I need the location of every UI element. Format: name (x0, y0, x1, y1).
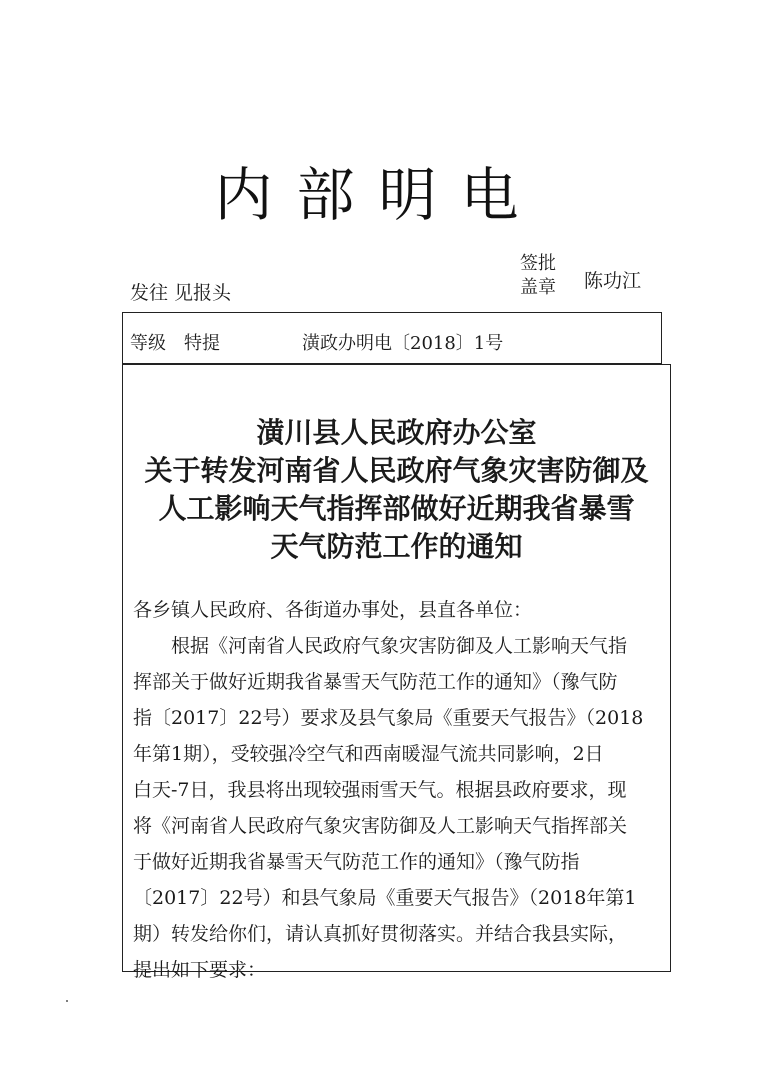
body-line: 年第1期），受较强冷空气和西南暖湿气流共同影响，2日 (133, 743, 604, 765)
body-line: 于做好近期我省暴雪天气防范工作的通知》（豫气防指 (133, 851, 580, 873)
heading-line: 人工影响天气指挥部做好近期我省暴雪 (158, 492, 635, 525)
document-number: 潢政办明电〔2018〕1号 (302, 333, 504, 354)
scan-speck (66, 1000, 68, 1002)
body-line: 挥部关于做好近期我省暴雪天气防范工作的通知》（豫气防 (133, 671, 618, 693)
notice-body (133, 592, 661, 988)
notice-heading (122, 414, 671, 566)
urgency-grade: 等级 特提 (130, 333, 220, 354)
sign-label-line-1: 签批 (520, 253, 556, 274)
body-line: 指〔2017〕22号）要求及县气象局《重要天气报告》（2018 (133, 707, 644, 729)
signer-name: 陈功江 (584, 270, 642, 292)
heading-line: 天气防范工作的通知 (270, 530, 523, 563)
heading-line: 关于转发河南省人民政府气象灾害防御及 (144, 454, 649, 487)
body-line: 将《河南省人民政府气象灾害防御及人工影响天气指挥部关 (133, 815, 628, 837)
sign-approval-label (520, 252, 556, 300)
send-to-line: 发往 见报头 (130, 282, 232, 304)
document-title: 内部明电 (214, 161, 543, 229)
body-line: 提出如下要求： (133, 959, 267, 981)
body-line: 〔2017〕22号）和县气象局《重要天气报告》（2018年第1 (133, 887, 637, 909)
body-line: 根据《河南省人民政府气象灾害防御及人工影响天气指 (171, 635, 628, 657)
body-line: 期）转发给你们，请认真抓好贯彻落实。并结合我县实际， (133, 923, 628, 945)
salutation: 各乡镇人民政府、各街道办事处，县直各单位： (133, 599, 533, 621)
heading-line: 潢川县人民政府办公室 (256, 416, 537, 449)
body-line: 白天-7日，我县将出现较强雨雪天气。根据县政府要求，现 (133, 779, 627, 801)
sign-label-line-2: 盖章 (520, 277, 556, 298)
